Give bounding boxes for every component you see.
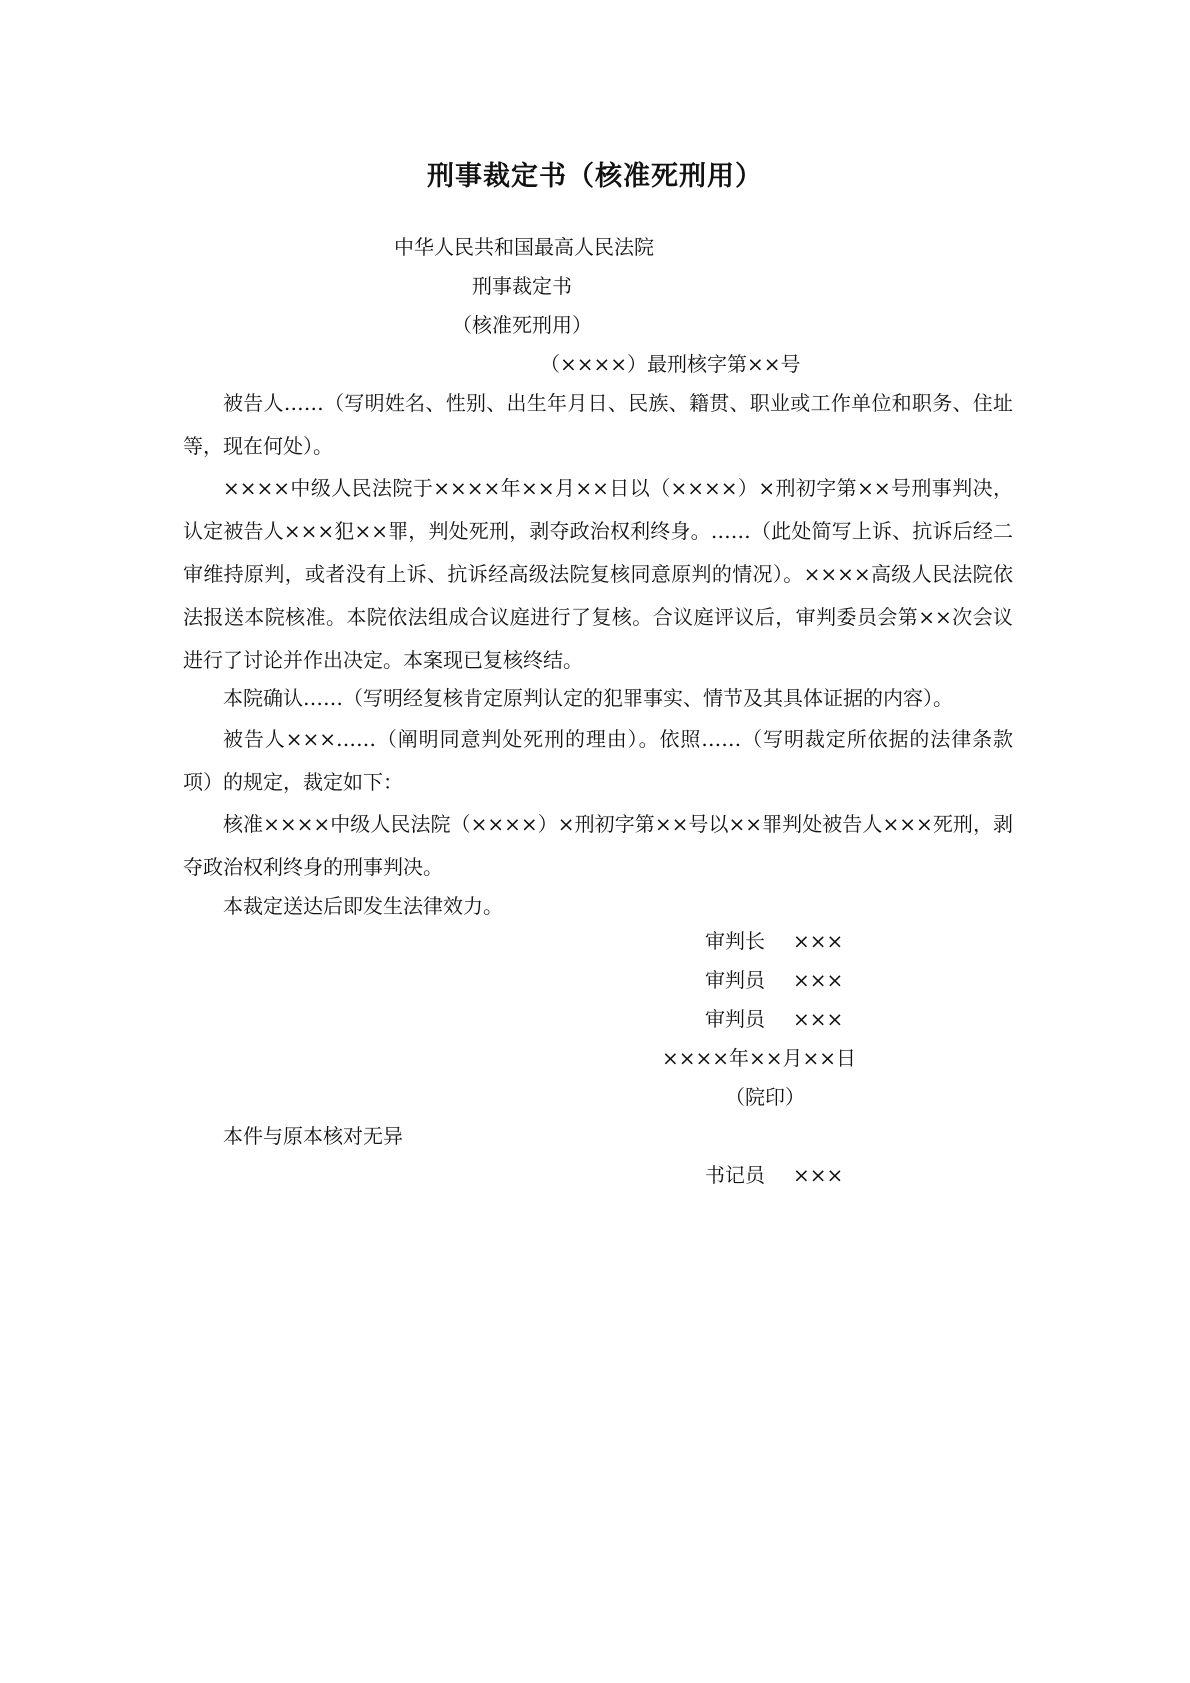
signature-date: ××××年××月××日 — [662, 1046, 857, 1070]
document-title: 刑事裁定书（核准死刑用） — [427, 161, 763, 192]
signature-judge-2 — [705, 1005, 843, 1033]
paragraph-effect: 本裁定送达后即发生法律效力。 — [223, 894, 503, 918]
clerk-role: 书记员 — [705, 1163, 765, 1187]
court-seal-note: （院印） — [725, 1085, 805, 1109]
judge1-role: 审判员 — [705, 968, 765, 992]
signature-clerk — [705, 1161, 843, 1189]
paragraph-ruling: 核准××××中级人民法院（××××）×刑初字第××号以××罪判处被告人×××死刑，剥夺政治权利终身的刑事判决。 — [183, 812, 1013, 879]
document-type: 刑事裁定书 — [472, 274, 572, 298]
presiding-judge-role: 审判长 — [705, 929, 765, 953]
paragraph-reasoning: 被告人×××……（阐明同意判处死刑的理由）。依照……（写明裁定所依据的法律条款项）的规定，裁定如下： — [183, 727, 1013, 794]
clerk-name: ××× — [793, 1163, 844, 1187]
paragraph-defendant: 被告人……（写明姓名、性别、出生年月日、民族、籍贯、职业或工作单位和职务、住址等，现在何处）。 — [183, 391, 1013, 458]
judge2-role: 审判员 — [705, 1007, 765, 1031]
judge2-name: ××× — [793, 1007, 844, 1031]
signature-judge-1 — [705, 966, 843, 994]
court-name: 中华人民共和国最高人民法院 — [394, 235, 654, 259]
verification-note: 本件与原本核对无异 — [223, 1124, 403, 1148]
judge1-name: ××× — [793, 968, 844, 992]
document-subtype: （核准死刑用） — [452, 313, 592, 337]
signature-presiding-judge — [705, 927, 843, 955]
paragraph-confirmation: 本院确认……（写明经复核肯定原判认定的犯罪事实、情节及其具体证据的内容）。 — [223, 686, 953, 710]
presiding-judge-name: ××× — [793, 929, 844, 953]
paragraph-procedure: ××××中级人民法院于××××年××月××日以（××××）×刑初字第××号刑事判决，认定被告人×××犯××罪，判处死刑，剥夺政治权利终身。……（此处简写上诉、抗诉后经二审维持原判，或者没有上诉、抗诉经高级法院复核同意原判的情况）。××××高级人民法院依法报送本院核准。本院依法组成合议庭进行了复核。合议庭评议后，审判委员会第××次会议进行了讨论并作出决定。本案现已复核终结。 — [183, 476, 1013, 672]
case-number: （××××）最刑核字第××号 — [540, 352, 801, 376]
